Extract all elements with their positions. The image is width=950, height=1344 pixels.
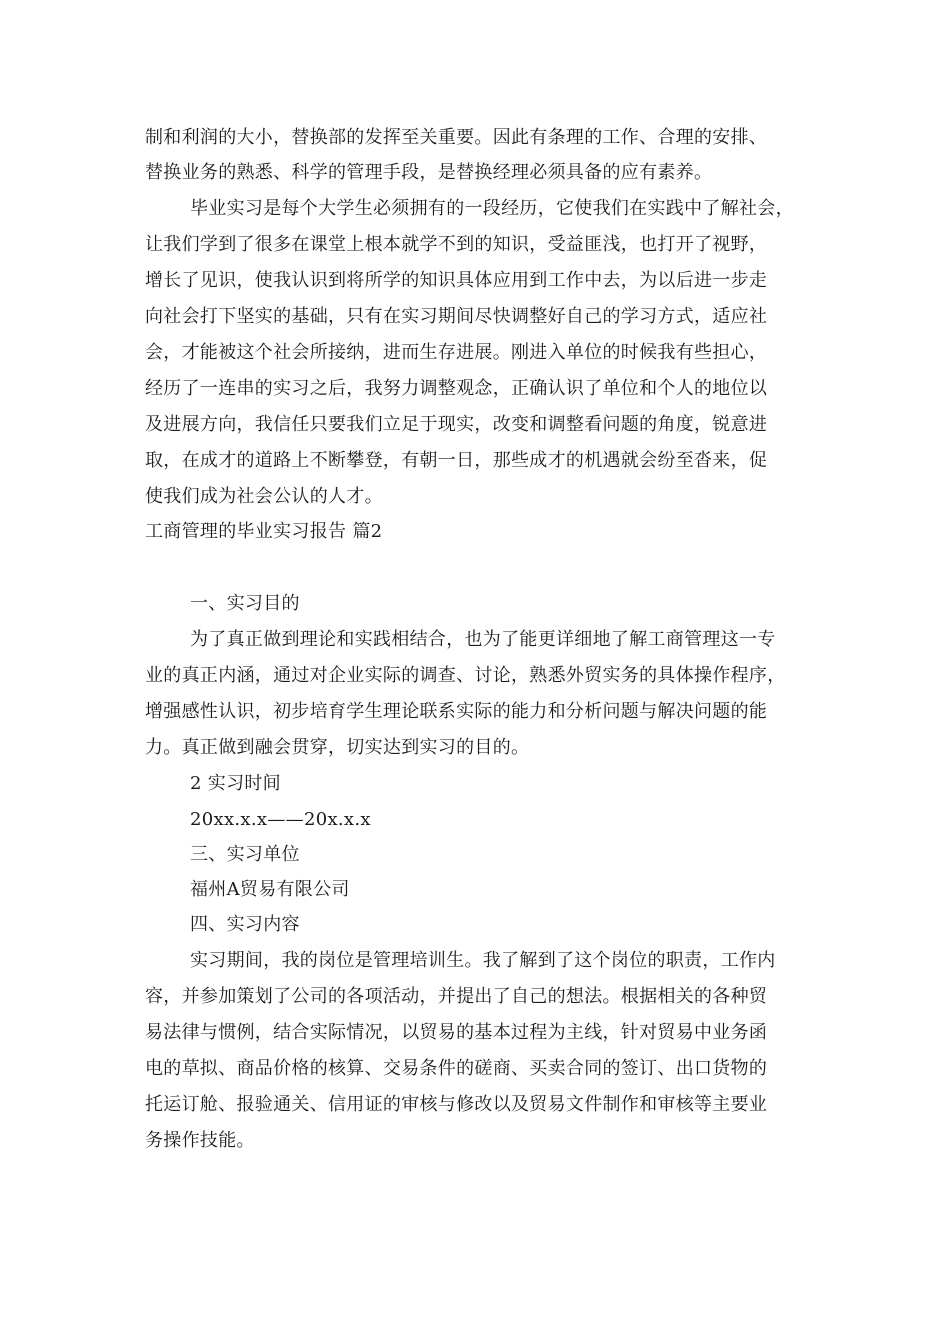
- paragraph-line: 向社会打下坚实的基础，只有在实习期间尽快调整好自己的学习方式，适应社: [145, 306, 768, 327]
- time-value: 20xx.x.x——20x.x.x: [190, 809, 371, 830]
- time-heading: 2 实习时间: [190, 773, 281, 794]
- section-title: 工商管理的毕业实习报告 篇2: [145, 521, 383, 542]
- paragraph-line: 业的真正内涵，通过对企业实际的调查、讨论，熟悉外贸实务的具体操作程序，: [145, 665, 786, 686]
- paragraph-line: 托运订舱、报验通关、信用证的审核与修改以及贸易文件制作和审核等主要业: [145, 1094, 768, 1115]
- paragraph-line: 电的草拟、商品价格的核算、交易条件的磋商、买卖合同的签订、出口货物的: [145, 1058, 768, 1079]
- paragraph-line: 力。真正做到融会贯穿，切实达到实习的目的。: [145, 737, 530, 758]
- paragraph-line: 毕业实习是每个大学生必须拥有的一段经历，它使我们在实践中了解社会，: [190, 198, 794, 219]
- paragraph-line: 容，并参加策划了公司的各项活动，并提出了自己的想法。根据相关的各种贸: [145, 986, 768, 1007]
- unit-value: 福州A贸易有限公司: [190, 879, 350, 900]
- paragraph-line: 为了真正做到理论和实践相结合，也为了能更详细地了解工商管理这一专: [190, 629, 776, 650]
- paragraph-line: 使我们成为社会公认的人才。: [145, 486, 383, 507]
- paragraph-line: 实习期间，我的岗位是管理培训生。我了解到了这个岗位的职责，工作内: [190, 950, 776, 971]
- paragraph-line: 经历了一连串的实习之后，我努力调整观念，正确认识了单位和个人的地位以: [145, 378, 768, 399]
- purpose-heading: 一、实习目的: [190, 593, 300, 614]
- unit-heading: 三、实习单位: [190, 844, 300, 865]
- paragraph-line: 增强感性认识，初步培育学生理论联系实际的能力和分析问题与解决问题的能: [145, 701, 768, 722]
- content-heading: 四、实习内容: [190, 914, 300, 935]
- paragraph-line: 制和利润的大小，替换部的发挥至关重要。因此有条理的工作、合理的安排、: [145, 127, 768, 148]
- paragraph-line: 让我们学到了很多在课堂上根本就学不到的知识，受益匪浅，也打开了视野，: [145, 234, 768, 255]
- paragraph-line: 易法律与惯例，结合实际情况，以贸易的基本过程为主线，针对贸易中业务函: [145, 1022, 768, 1043]
- paragraph-line: 会，才能被这个社会所接纳，进而生存进展。刚进入单位的时候我有些担心，: [145, 342, 768, 363]
- paragraph-line: 替换业务的熟悉、科学的管理手段，是替换经理必须具备的应有素养。: [145, 162, 713, 183]
- paragraph-line: 务操作技能。: [145, 1130, 255, 1151]
- paragraph-line: 取，在成才的道路上不断攀登，有朝一日，那些成才的机遇就会纷至沓来，促: [145, 450, 768, 471]
- paragraph-line: 及进展方向，我信任只要我们立足于现实，改变和调整看问题的角度，锐意进: [145, 414, 768, 435]
- paragraph-line: 增长了见识，使我认识到将所学的知识具体应用到工作中去，为以后进一步走: [145, 270, 768, 291]
